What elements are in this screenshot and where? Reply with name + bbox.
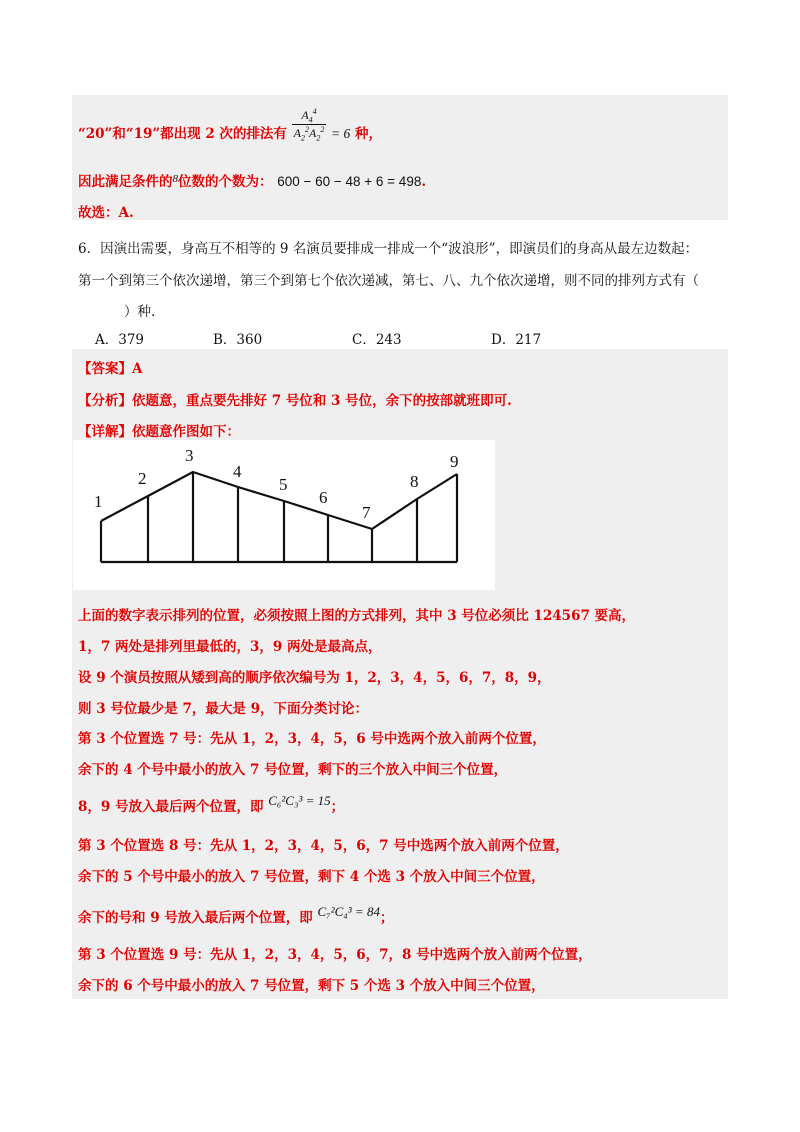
question-text: ）种. bbox=[124, 304, 156, 320]
position-label: 4 bbox=[233, 462, 242, 481]
analysis-tag: 【分析】 bbox=[78, 393, 132, 409]
explanation-line: 1，7 两处是排列里最低的，3，9 两处是最高点， bbox=[78, 639, 382, 655]
explanation-line: 第 3 个位置选 9 号：先从 1，2，3，4，5，6，7，8 号中选两个放入前两个位置， bbox=[78, 947, 592, 963]
position-label: 7 bbox=[362, 503, 371, 522]
analysis-text: 依题意，重点要先排好 7 号位和 3 号位，余下的按部就班即可. bbox=[132, 393, 512, 409]
question-text: 第一个到第三个依次递增，第三个到第七个依次递减，第七、八、九个依次递增，则不同的排列方式有（ bbox=[78, 273, 699, 289]
wave-diagram bbox=[73, 440, 495, 590]
question-text: 6．因演出需要，身高互不相等的 9 名演员要排成一排成一个“波浪形”，即演员们的身高从最左边数起： bbox=[78, 241, 699, 257]
detail-tag: 【详解】 bbox=[78, 424, 132, 440]
text-segment: . bbox=[421, 174, 427, 190]
explanation-line: 余下的 4 个号中最小的放入 7 号位置，剩下的三个放入中间三个位置， bbox=[78, 762, 508, 778]
position-label: 9 bbox=[450, 452, 459, 471]
answer-value: A bbox=[132, 361, 143, 377]
explanation-line: 8，9 号放入最后两个位置，即 C₆²C₃³ = 15； bbox=[78, 793, 345, 815]
explanation-line: 第 3 个位置选 7 号：先从 1，2，3，4，5，6 号中选两个放入前两个位置， bbox=[78, 731, 546, 747]
option-d: D．217 bbox=[491, 332, 542, 348]
position-label: 3 bbox=[185, 446, 194, 465]
text-segment: “20”和“19”都出现 2 次的排法有 bbox=[78, 126, 287, 142]
explanation-line: 则 3 号位最少是 7，最大是 9，下面分类讨论： bbox=[78, 701, 368, 717]
expression: 600 − 60 − 48 + 6 = 498 bbox=[277, 174, 422, 189]
answer-line bbox=[78, 357, 142, 377]
position-label: 1 bbox=[94, 492, 103, 511]
option-a: A．379 bbox=[95, 332, 145, 348]
position-label: 5 bbox=[279, 475, 288, 494]
text-line bbox=[78, 201, 134, 221]
question-line bbox=[124, 300, 155, 320]
position-label: 8 bbox=[410, 472, 419, 491]
question-line bbox=[78, 269, 699, 289]
solution-block-top bbox=[72, 95, 728, 220]
fraction-numerator: $A_4^4$ bbox=[292, 107, 327, 125]
wave-figure bbox=[73, 440, 495, 590]
question-line bbox=[78, 237, 698, 257]
text-line bbox=[78, 106, 382, 143]
position-label: 6 bbox=[319, 488, 328, 507]
text-segment: 因此满足条件的 bbox=[78, 174, 173, 190]
position-label: 2 bbox=[138, 469, 147, 488]
combination-formula: C₇²C₄³ = 84 bbox=[317, 904, 380, 919]
text-segment: 种， bbox=[354, 126, 382, 142]
option-c: C．243 bbox=[352, 332, 402, 348]
explanation-line: 余下的 5 个号中最小的放入 7 号位置，剩下 4 个选 3 个放入中间三个位置， bbox=[78, 869, 545, 885]
analysis-line bbox=[78, 389, 512, 409]
explanation-line: 余下的 6 个号中最小的放入 7 号位置，剩下 5 个选 3 个放入中间三个位置， bbox=[78, 978, 545, 994]
answer-choice: 故选：A. bbox=[78, 205, 134, 221]
detail-line bbox=[78, 420, 240, 440]
explanation-line: 设 9 个演员按照从矮到高的顺序依次编号为 1，2，3，4，5，6，7，8，9， bbox=[78, 670, 551, 686]
text-line bbox=[78, 170, 426, 190]
equation: = 6 bbox=[331, 126, 351, 141]
text-segment: 位数的个数为： bbox=[178, 174, 273, 190]
explanation-line: 上面的数字表示排列的位置，必须按照上图的方式排列，其中 3 号位必须比 124567 要高， bbox=[78, 608, 636, 624]
combination-formula: C₆²C₃³ = 15 bbox=[268, 793, 331, 808]
fraction bbox=[292, 107, 327, 143]
explanation-line: 余下的号和 9 号放入最后两个位置，即 C₇²C₄³ = 84； bbox=[78, 904, 394, 926]
explanation-line: 第 3 个位置选 8 号：先从 1，2，3，4，5，6，7 号中选两个放入前两个位置， bbox=[78, 838, 569, 854]
option-b: B．360 bbox=[213, 332, 263, 348]
fraction-denominator: $A_2^2A_2^2$ bbox=[293, 125, 325, 143]
digit: 8 bbox=[172, 173, 178, 185]
detail-text: 依题意作图如下： bbox=[132, 424, 240, 440]
answer-tag: 【答案】 bbox=[78, 361, 132, 377]
